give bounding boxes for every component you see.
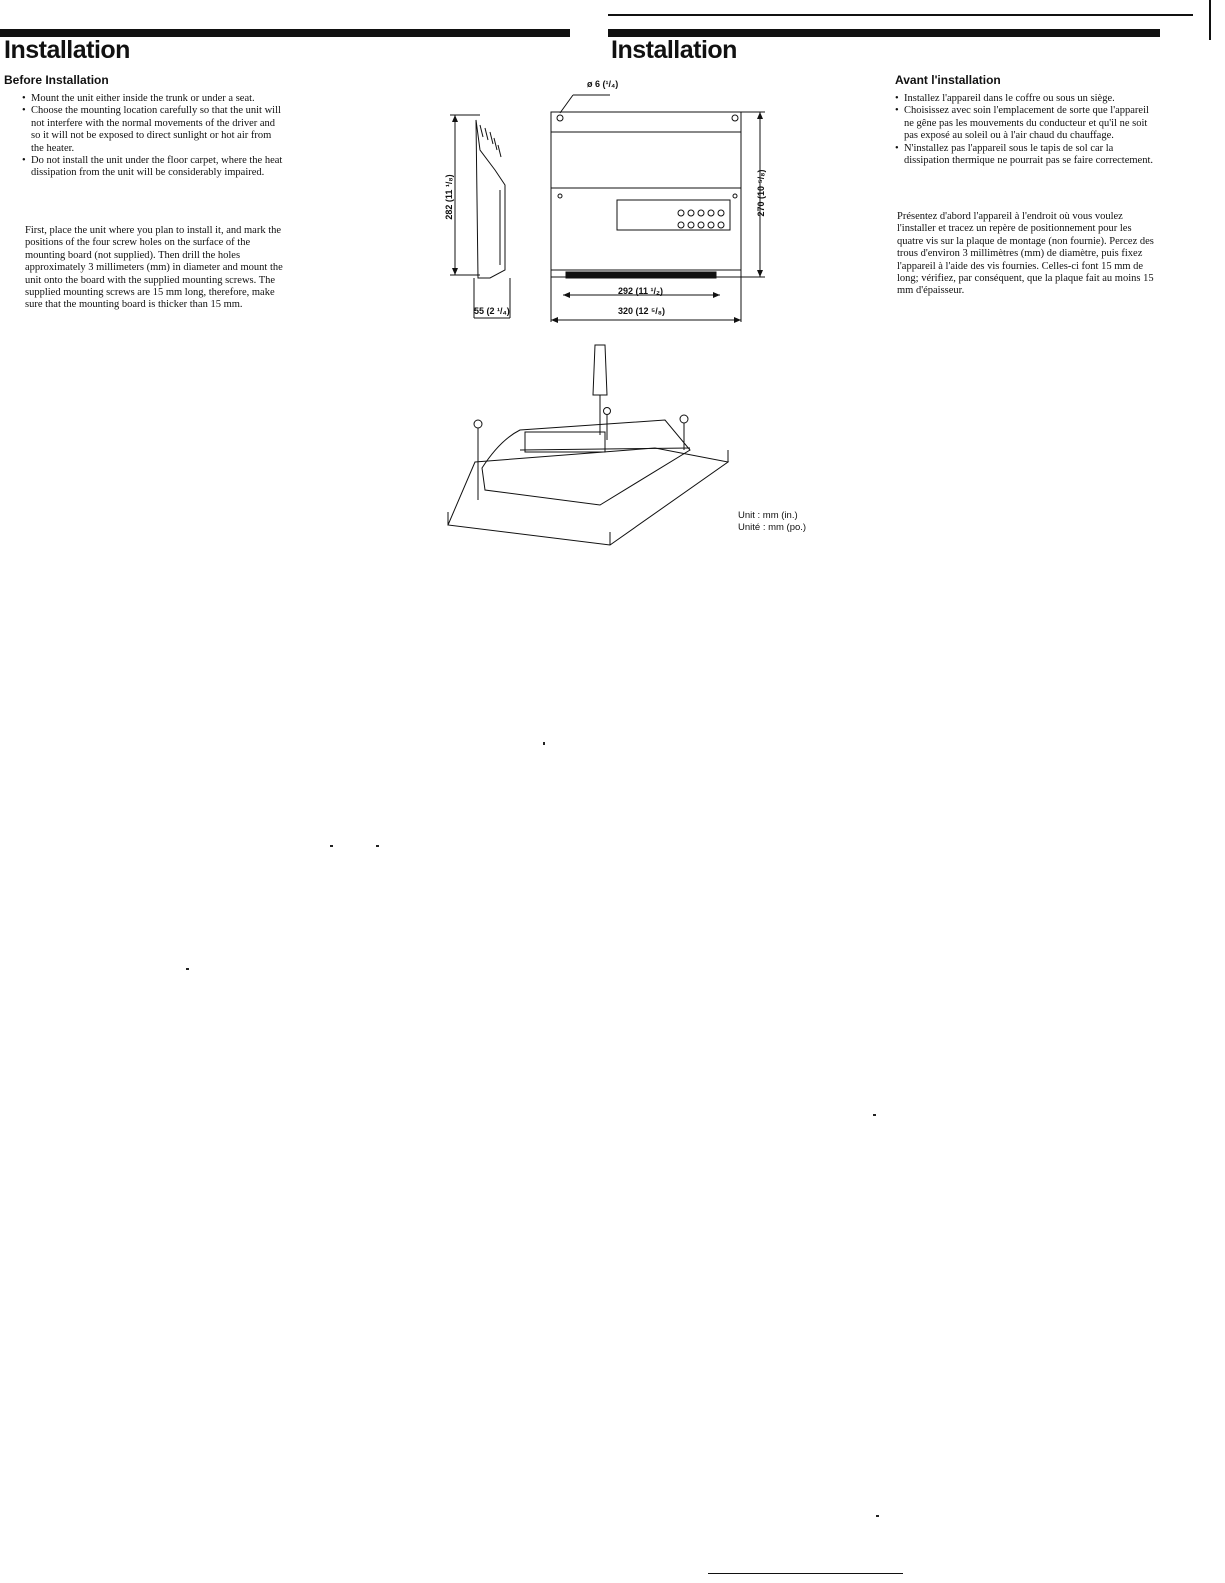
unit-label-french: Unité : mm (po.) [738,522,807,533]
scan-speck [873,1114,876,1116]
inner-width-label: 292 (11 ¹/₂) [618,286,664,296]
french-bullet: • N'installez pas l'appareil sous le tapis de sol car la dissipation thermique ne pourrait pas se faire correctement. [895,143,1157,168]
scan-speck [186,968,189,970]
french-subtitle: Avant l'installation [895,73,1001,87]
mounting-illustration [448,345,728,545]
side-view [450,115,510,318]
depth-label: 55 (2 ¹/₄) [474,306,510,316]
scan-speck [376,845,379,847]
english-paragraph: First, place the unit where you plan to install it, and mark the positions of the four screw holes on the surface of the mounting board (not supplied). Then drill the holes approximately 3 millimeters (mm) in diameter and mount the unit onto the board with the supplied mounting screws. The supplied mounting screws are 15 mm long, therefore, make sure that the mounting board is thicker than 15 mm. [25,225,283,311]
side-height-label: 282 (11 ¹/₈) [444,174,454,220]
front-height-label: 270 (10 ⁵/₈) [756,169,766,217]
french-title: Installation [611,36,737,64]
english-title: Installation [4,36,130,64]
english-bullet: • Do not install the unit under the floor carpet, where the heat dissipation from the unit will be considerably impaired. [22,155,284,180]
english-subtitle: Before Installation [4,73,109,87]
outer-width-label: 320 (12 ⁵/₈) [618,306,665,316]
english-bullet: • Choose the mounting location carefully so that the unit will not interfere with the normal movements of the driver and so it will not be exposed to direct sunlight or hot air from the heater. [22,105,284,155]
french-bullet: • Choisissez avec soin l'emplacement de sorte que l'appareil ne gêne pas les mouvements du conducteur et qu'il ne soit pas exposé au soleil ou à l'air chaud du chauffage. [895,105,1157,142]
unit-label-english: Unit : mm (in.) [738,510,798,521]
scan-speck [330,845,333,847]
french-bullet: • Installez l'appareil dans le coffre ou sous un siège. [895,93,1157,105]
scan-speck [876,1515,879,1517]
bottom-rule [708,1573,903,1574]
hole-diameter-label: ø 6 (¹/₄) [587,79,619,89]
french-paragraph: Présentez d'abord l'appareil à l'endroit où vous voulez l'installer et tracez un repère de positionnement pour les quatre vis sur la plaque de montage (non fournie). Percez des trous d'environ 3 millimètres (mm) de diamètre, puis fixez l'appareil à l'aide des vis fournies. Celles-ci font 15 mm de long; vérifiez, par conséquent, que la plaque fait au moins 15 mm d'épaisseur. [897,211,1154,297]
arrowheads [452,112,763,323]
english-bullet: • Mount the unit either inside the trunk or under a seat. [22,93,284,105]
scan-speck [543,742,545,745]
